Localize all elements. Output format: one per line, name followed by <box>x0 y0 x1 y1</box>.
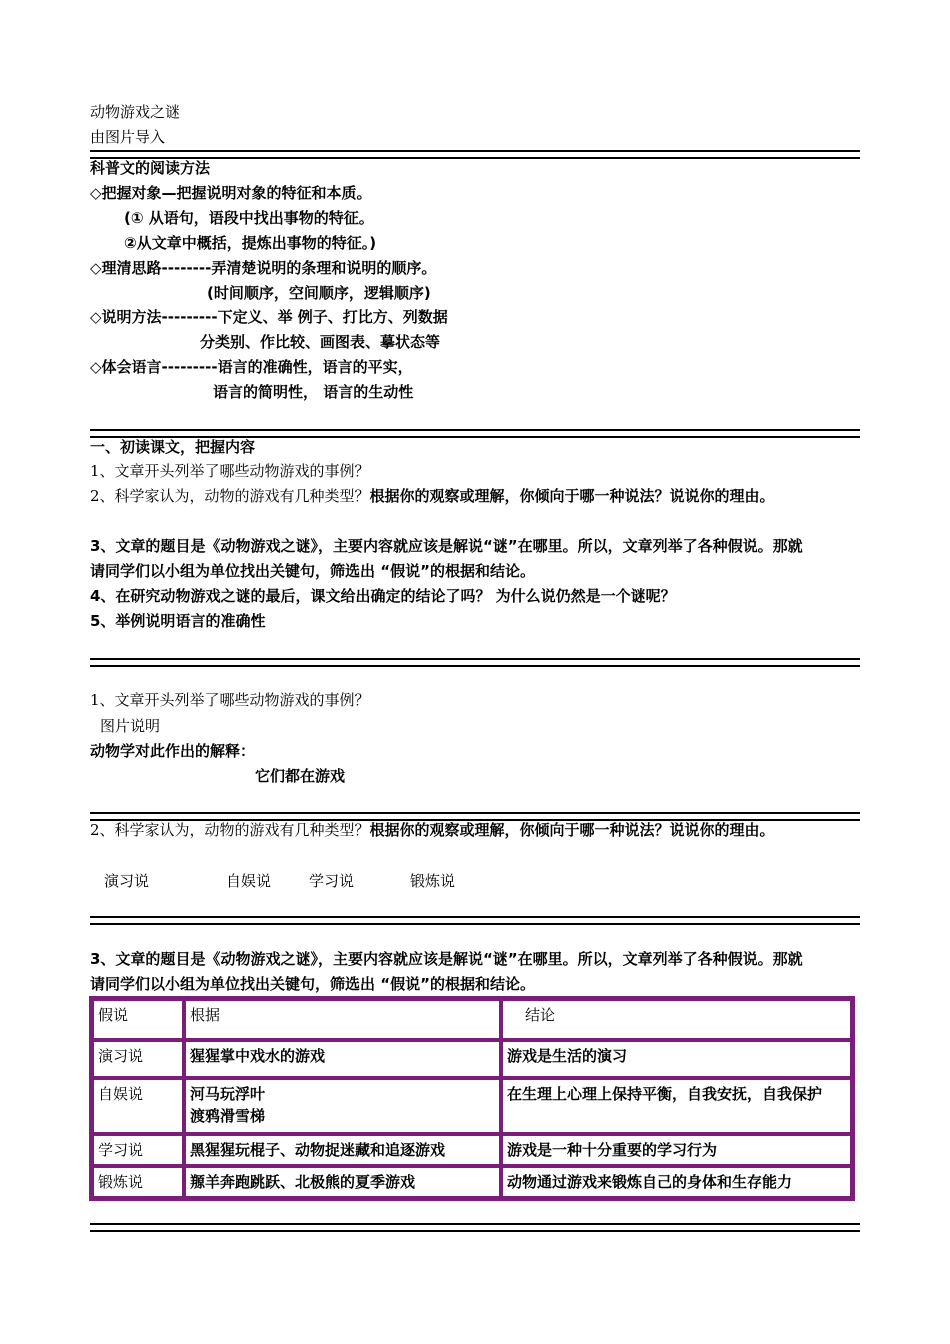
table-cell: 锻炼说 <box>92 1166 184 1198</box>
table-header-cell: 假说 <box>92 999 184 1040</box>
table-cell: 演习说 <box>92 1040 184 1078</box>
type-label: 自娱说 <box>226 872 272 890</box>
table-row <box>92 1040 852 1078</box>
table-cell: 动物通过游戏来锻炼自己的身体和生存能力 <box>501 1166 852 1198</box>
question-2-part-b: 根据你的观察或理解，你倾向于哪一种说法？说说你的理由。 <box>369 487 775 505</box>
table-cell: 猩猩掌中戏水的游戏 <box>184 1040 501 1078</box>
table-cell: 在生理上心理上保持平衡，自我安抚，自我保护 <box>501 1078 852 1134</box>
method-line: ◇说明方法---------下定义、举 例子、打比方、列数据 <box>90 308 448 326</box>
table-cell <box>184 1078 501 1134</box>
table-cell-line: 河马玩浮叶 <box>190 1085 266 1103</box>
method-line: ◇体会语言---------语言的准确性，语言的平实， <box>90 358 413 376</box>
method-line: 语言的简明性， 语言的生动性 <box>213 383 414 401</box>
question-3-line-2: 请同学们以小组为单位找出关键句，筛选出 “假说”的根据和结论。 <box>90 562 535 580</box>
table-cell: 羱羊奔跑跳跃、北极熊的夏季游戏 <box>184 1166 501 1198</box>
sec1-question: 1、文章开头列举了哪些动物游戏的事例？ <box>90 691 370 709</box>
sec3-question-line-2: 请同学们以小组为单位找出关键句，筛选出 “假说”的根据和结论。 <box>90 975 535 993</box>
divider <box>90 658 860 667</box>
explain-answer: 它们都在游戏 <box>255 767 346 785</box>
question-2 <box>90 486 775 506</box>
table-row <box>92 1166 852 1198</box>
question-2-part-a: 2、科学家认为，动物的游戏有几种类型？ <box>90 487 370 505</box>
table-header-row <box>92 999 852 1040</box>
doc-title: 动物游戏之谜 <box>90 103 181 121</box>
table-cell: 黑猩猩玩棍子、动物捉迷藏和追逐游戏 <box>184 1134 501 1166</box>
hypothesis-table <box>89 996 855 1201</box>
table-cell-line: 渡鸦滑雪梯 <box>190 1107 266 1125</box>
table-cell: 游戏是一种十分重要的学习行为 <box>501 1134 852 1166</box>
divider <box>90 916 860 925</box>
table-cell: 自娱说 <box>92 1078 184 1134</box>
table-header-cell: 结论 <box>501 999 852 1040</box>
explain-label: 动物学对此作出的解释： <box>90 742 256 760</box>
table-cell: 学习说 <box>92 1134 184 1166</box>
divider <box>90 1223 860 1232</box>
type-label: 演习说 <box>104 872 150 890</box>
method-heading: 科普文的阅读方法 <box>90 159 211 177</box>
table-cell: 游戏是生活的演习 <box>501 1040 852 1078</box>
picture-caption: 图片说明 <box>100 717 161 735</box>
method-line: ②从文章中概括，提炼出事物的特征。) <box>124 234 377 252</box>
read-heading: 一、初读课文，把握内容 <box>90 438 256 456</box>
question-5: 5、举例说明语言的准确性 <box>90 612 266 630</box>
sec2-question-part-a: 2、科学家认为，动物的游戏有几种类型？ <box>90 821 370 839</box>
table-row <box>92 1134 852 1166</box>
method-line: 分类别、作比较、画图表、摹状态等 <box>200 333 441 351</box>
method-line: ◇把握对象—把握说明对象的特征和本质。 <box>90 184 372 202</box>
sec2-question-part-b: 根据你的观察或理解，你倾向于哪一种说法？说说你的理由。 <box>369 821 775 839</box>
method-line: ◇理清思路--------弄清楚说明的条理和说明的顺序。 <box>90 259 437 277</box>
sec3-question-line-1: 3、文章的题目是《动物游戏之谜》，主要内容就应该是解说“谜”在哪里。所以，文章列举了各种假说。那就 <box>90 950 803 968</box>
question-3-line-1: 3、文章的题目是《动物游戏之谜》，主要内容就应该是解说“谜”在哪里。所以，文章列举了各种假说。那就 <box>90 537 803 555</box>
question-4: 4、在研究动物游戏之谜的最后，课文给出确定的结论了吗？ 为什么说仍然是一个谜呢？ <box>90 587 676 605</box>
table-row <box>92 1078 852 1134</box>
sec2-question <box>90 820 775 840</box>
method-line: (时间顺序，空间顺序，逻辑顺序) <box>207 284 431 302</box>
table-header-cell: 根据 <box>184 999 501 1040</box>
question-1: 1、文章开头列举了哪些动物游戏的事例？ <box>90 462 370 480</box>
doc-subtitle: 由图片导入 <box>90 128 166 146</box>
type-label: 锻炼说 <box>410 872 456 890</box>
type-label: 学习说 <box>309 872 355 890</box>
method-line: (① 从语句，语段中找出事物的特征。 <box>124 209 374 227</box>
